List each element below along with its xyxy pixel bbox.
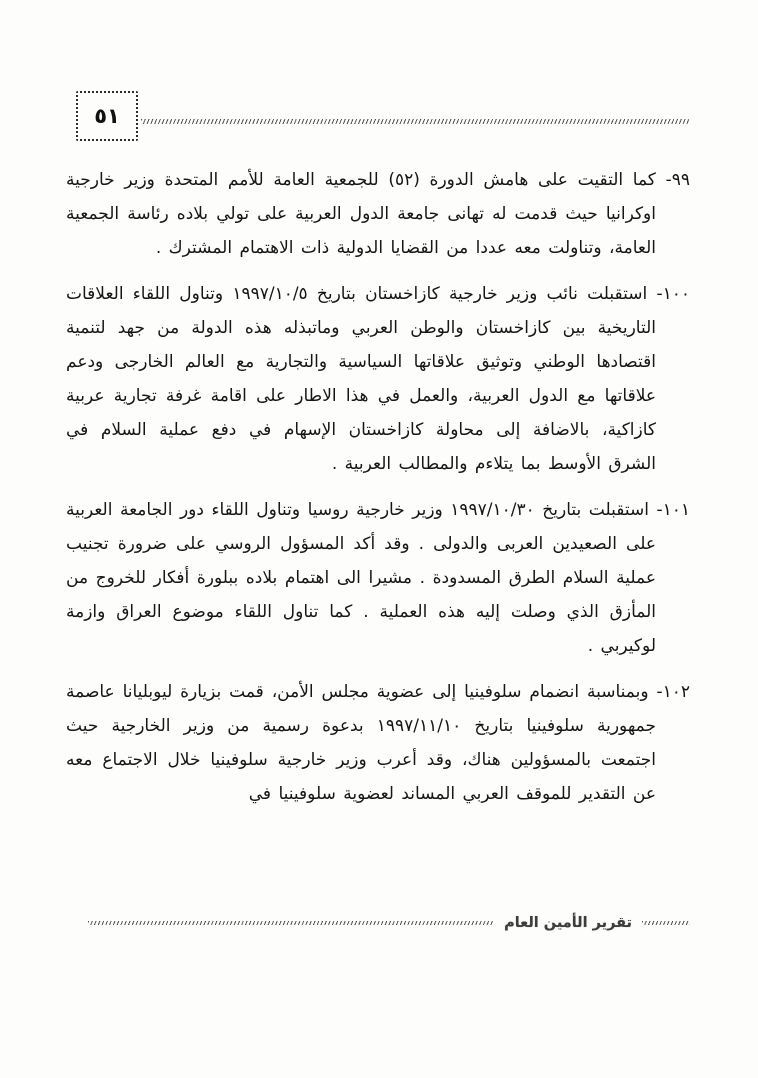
paragraph-101: [66, 493, 690, 663]
page-number: ٥١: [94, 104, 120, 128]
document-body: [66, 163, 690, 823]
paragraph-102: [66, 675, 690, 811]
page-number-box: [76, 91, 138, 141]
paragraph-100: [66, 277, 690, 481]
paragraph-99: [66, 163, 690, 265]
paragraph-99-text: كما التقيت على هامش الدورة (٥٢) للجمعية العامة للأمم المتحدة وزير خارجية اوكرانيا حيث قدمت له تهانى جامعة الدول العربية على تولي بلاده رئاسة الجمعية العامة، وتناولت معه عددا من القضايا الدولية ذات الاهتمام المشترك .: [66, 170, 656, 258]
paragraph-102-text: وبمناسبة انضمام سلوفينيا إلى عضوية مجلس الأمن، قمت بزيارة ليوبليانا عاصمة جمهورية سلوفينيا بتاريخ ١٩٩٧/١١/١٠ بدعوة رسمية من وزير الخارجية حيث اجتمعت بالمسؤولين هناك، وقد أعرب وزير خارجية سلوفينيا خلال الاجتماع معه عن التقدير للموقف العربي المساند لعضوية سلوفينيا في: [66, 682, 656, 804]
top-divider-rule: [141, 119, 689, 124]
paragraph-102-number: ١٠٢-: [656, 682, 691, 702]
paragraph-100-text: استقبلت نائب وزير خارجية كازاخستان بتاريخ ١٩٩٧/١٠/٥ وتناول اللقاء العلاقات التاريخية بين كازاخستان والوطن العربي وماتبذله هذه الدولة من جهد لتنمية اقتصادها الوطني وتوثيق علاقاتها السياسية والتجارية مع العالم الخارجى ودعم علاقاتها مع الدول العربية، والعمل في هذا الاطار على اقامة غرفة تجارية عربية كازاكية، بالاضافة إلى محاولة كازاخستان الإسهام في دفع عملية السلام في الشرق الأوسط بما يتلاءم والمطالب العربية .: [66, 284, 656, 474]
paragraph-100-number: ١٠٠-: [656, 284, 691, 304]
paragraph-99-number: ٩٩-: [665, 170, 691, 190]
footer-divider-rule: [88, 921, 494, 925]
footer-report-title: تقرير الأمين العام: [504, 915, 632, 931]
paragraph-101-number: ١٠١-: [656, 500, 690, 520]
page-footer: [88, 908, 690, 938]
footer-short-dash: [642, 921, 690, 925]
paragraph-101-text: استقبلت بتاريخ ١٩٩٧/١٠/٣٠ وزير خارجية روسيا وتناول اللقاء دور الجامعة العربية على الصعيدين العربى والدولى . وقد أكد المسؤول الروسي على ضرورة تجنيب عملية السلام الطرق المسدودة . مشيرا الى اهتمام بلاده ببلورة أفكار للخروج من المأزق الذي وصلت إليه هذه العملية . كما تناول اللقاء موضوع العراق وازمة لوكيربي .: [66, 500, 656, 656]
